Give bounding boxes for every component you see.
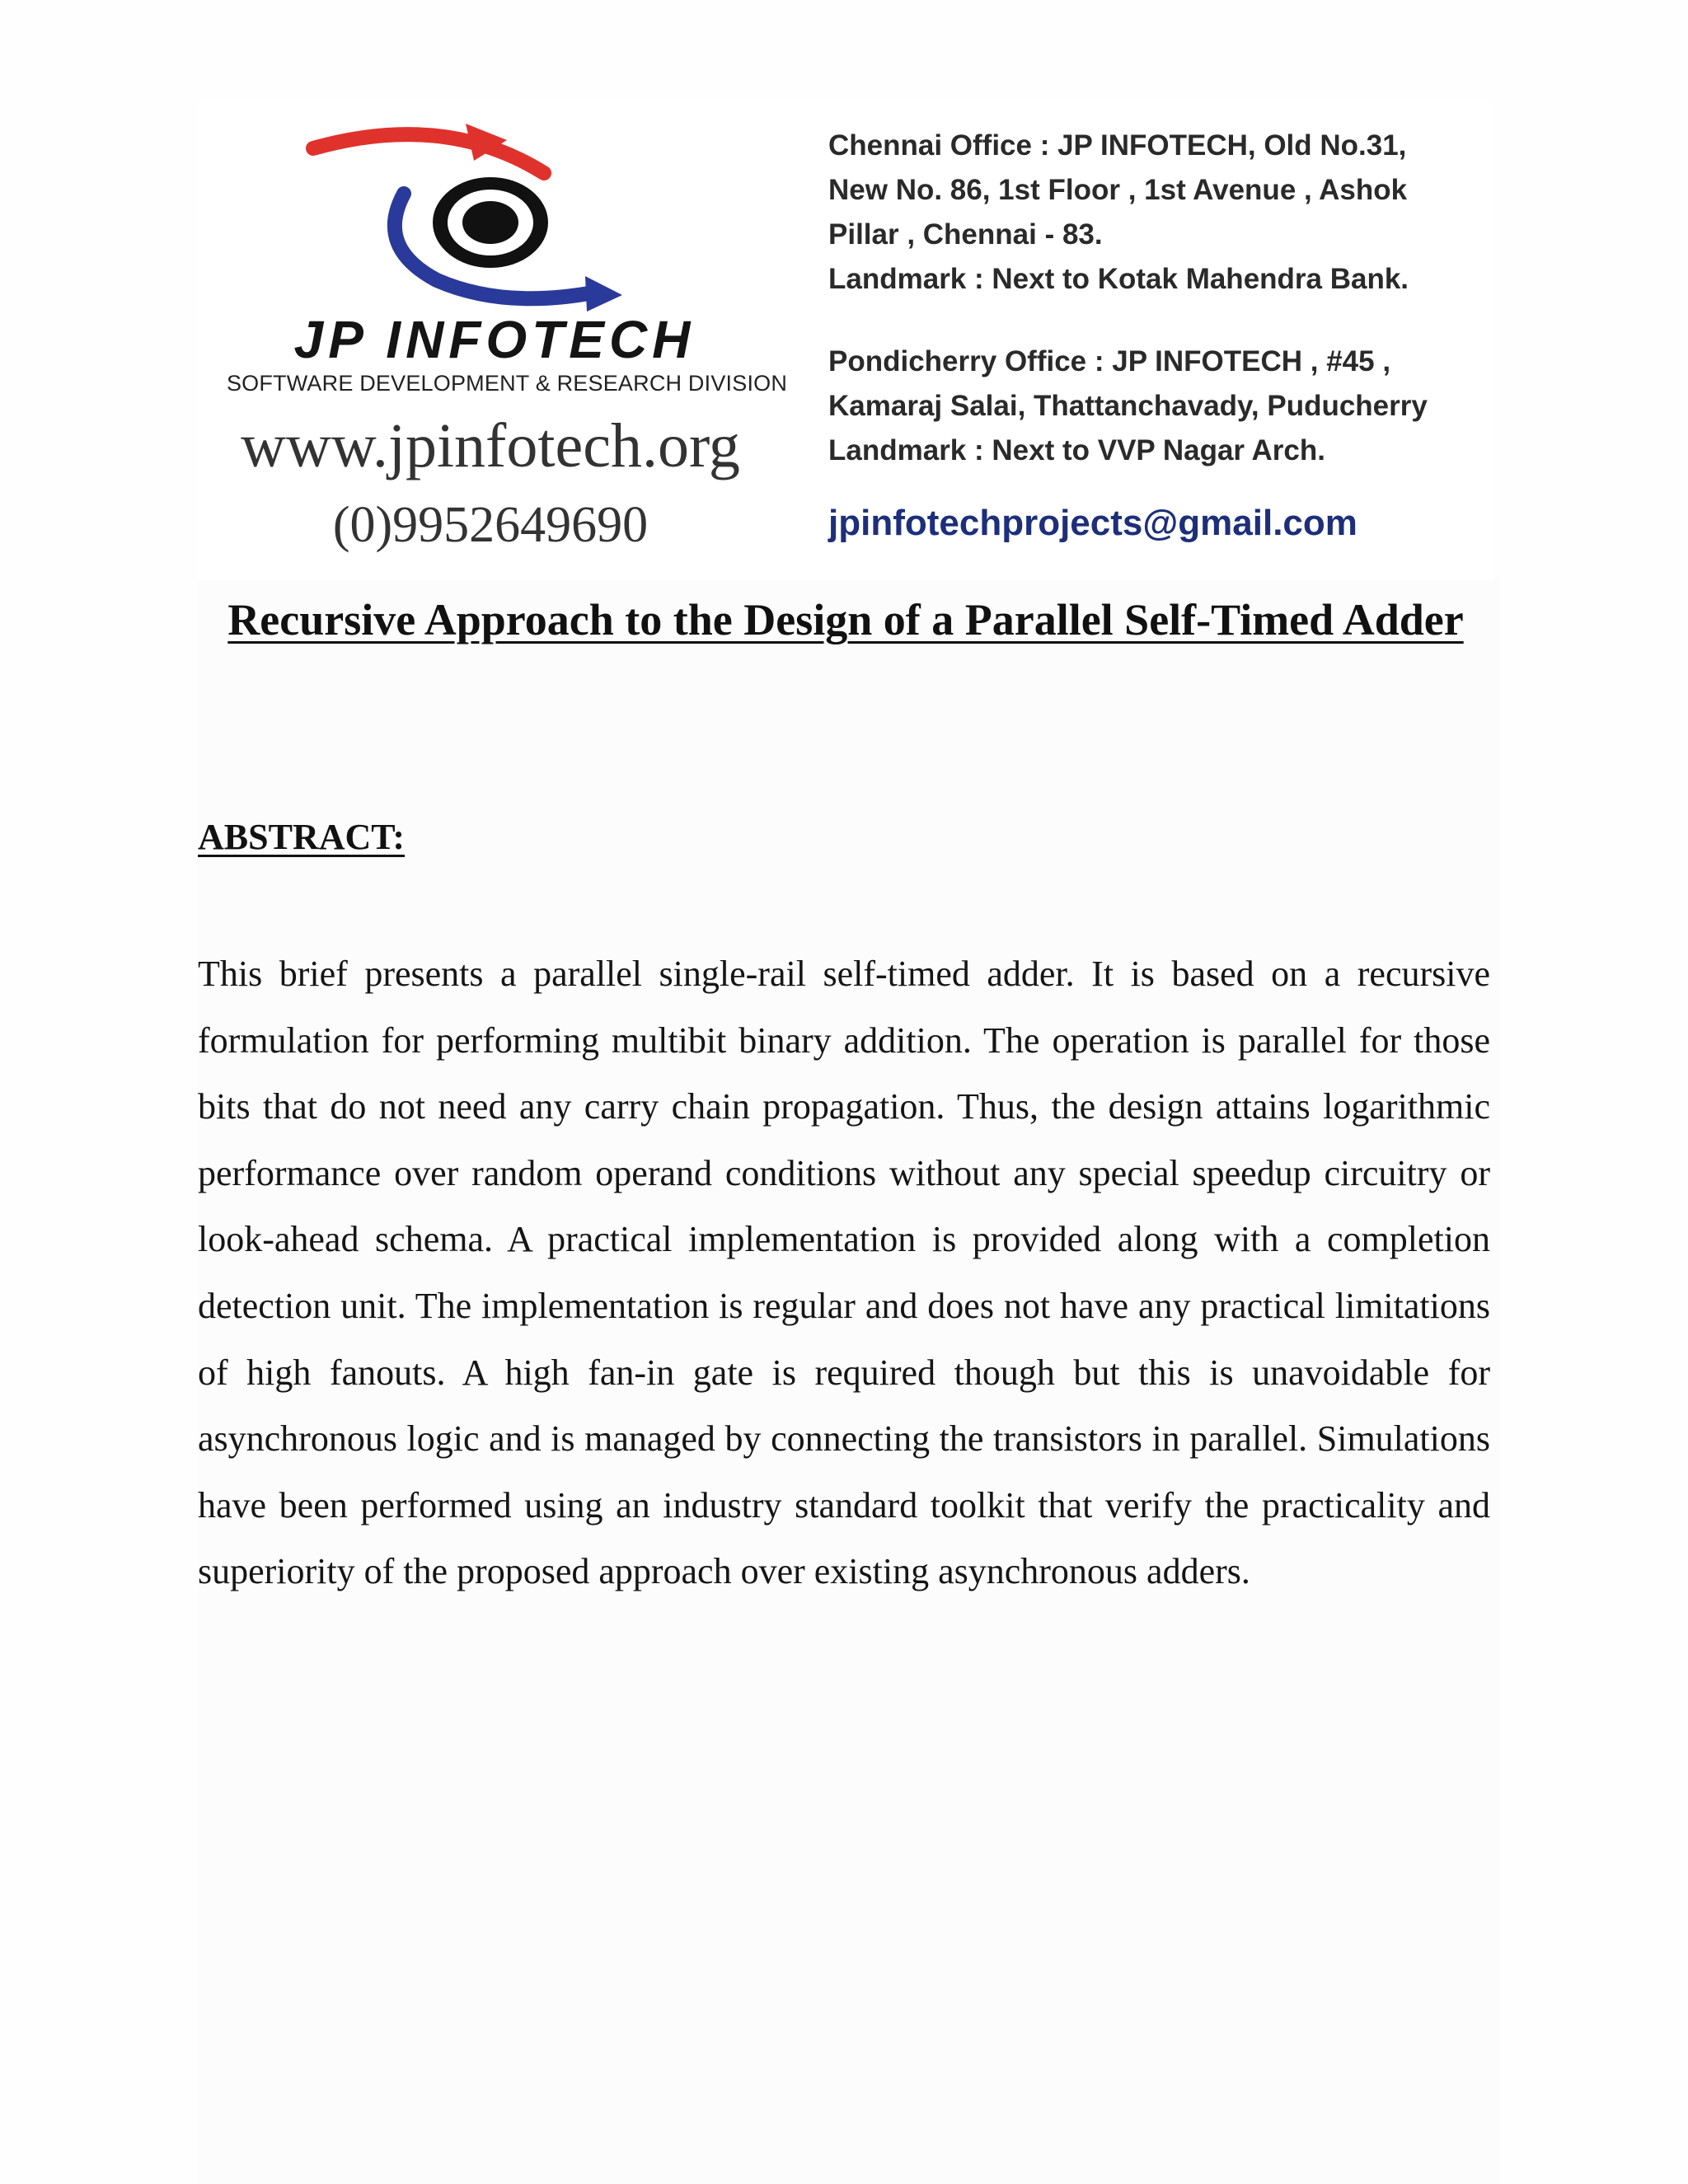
- chennai-landmark-line: Landmark : Next to Kotak Mahendra Bank.: [828, 263, 1409, 295]
- brand-name: JP INFOTECH: [293, 310, 696, 369]
- brand-tagline: SOFTWARE DEVELOPMENT & RESEARCH DIVISION: [226, 371, 788, 396]
- abstract-heading: ABSTRACT:: [198, 817, 406, 857]
- abstract-body: This brief presents a parallel single-rail self-timed adder. It is based on a recursive formulation for performing multibit binary addition. The operation is parallel for those bits that do not need any carry chain propagation. Thus, the design attains logarithmic performance over random operand conditions without any special speedup circuitry or look-ahead schema. A practical implementation is provided along with a completion detection unit. The implementation is regular and does not have any practical limitations of high fanouts. A high fan-in gate is required though but this is unavoidable for asynchronous logic and is managed by connecting the transistors in parallel. Simulations have been performed using an industry standard toolkit that verify the practicality and superiority of the proposed approach over existing asynchronous adders.: [198, 954, 1490, 1592]
- phone-text: (0)9952649690: [332, 497, 649, 553]
- pondicherry-address-line: Kamaraj Salai, Thattanchavady, Puducherry: [828, 390, 1428, 422]
- chennai-address-line: New No. 86, 1st Floor , 1st Avenue , Ashok: [828, 174, 1408, 206]
- company-logo-block: [198, 99, 799, 581]
- paper-title: Recursive Approach to the Design of a Parallel Self-Timed Adder: [227, 595, 1464, 644]
- contact-email: jpinfotechprojects@gmail.com: [828, 503, 1357, 543]
- website-text: www.jpinfotech.org: [241, 411, 740, 480]
- letterhead-banner: [198, 99, 1493, 581]
- company-logo-icon: [297, 115, 676, 313]
- office-addresses: [828, 124, 1488, 473]
- pondicherry-address-line: Pondicherry Office : JP INFOTECH , #45 ,: [828, 345, 1391, 377]
- chennai-address-line: Chennai Office : JP INFOTECH, Old No.31,: [828, 129, 1407, 162]
- pondicherry-landmark-line: Landmark : Next to VVP Nagar Arch.: [828, 434, 1325, 466]
- chennai-address-line: Pillar , Chennai - 83.: [828, 218, 1103, 251]
